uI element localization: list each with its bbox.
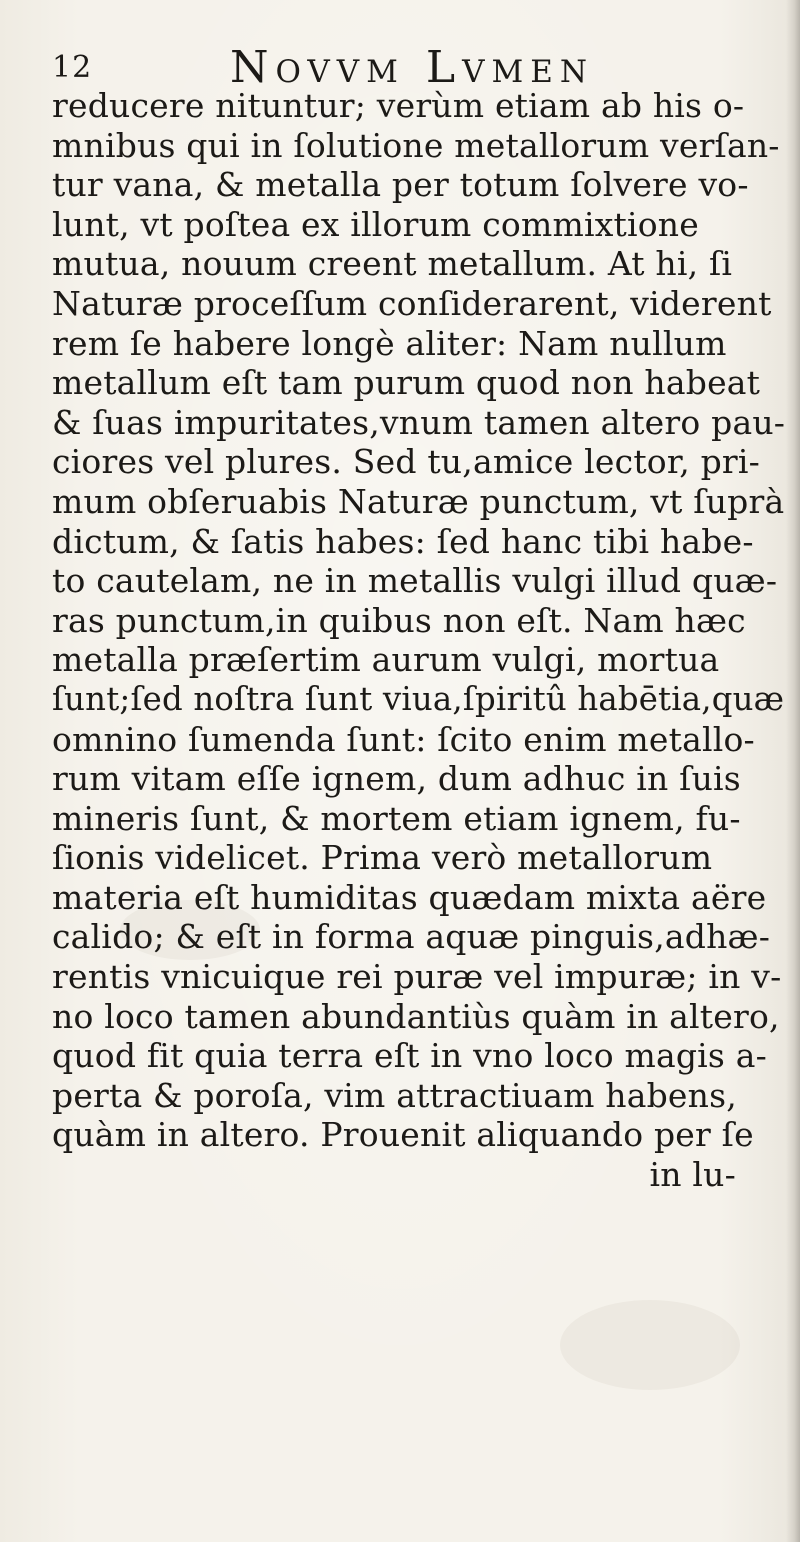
text-line: metallum eſt tam purum quod non habeat <box>52 363 761 403</box>
text-line: dictum, & ſatis habes: ſed hanc tibi habe- <box>52 521 754 561</box>
text-line: tur vana, & metalla per totum ſolvere vo- <box>52 165 749 205</box>
text-line: materia eſt humiditas quædam mixta aëre <box>52 877 767 917</box>
catchword: in lu- <box>649 1155 736 1195</box>
text-line: quàm in altero. Prouenit aliquando per ſe <box>52 1115 754 1155</box>
text-line: mum obſeruabis Naturæ punctum, vt ſuprà <box>52 481 785 521</box>
paper-stain <box>560 1300 740 1390</box>
text-line: rum vitam eſſe ignem, dum adhuc in ſuis <box>52 759 741 799</box>
page-edge-shadow <box>786 0 800 1542</box>
text-line: calido; & eſt in forma aquæ pinguis,adhæ- <box>52 917 771 957</box>
text-line: mnibus qui in ſolutione metallorum verſan- <box>52 125 780 165</box>
text-line: perta & poroſa, vim attractiuam habens, <box>52 1075 737 1115</box>
text-line: omnino ſumenda ſunt: ſcito enim metallo- <box>52 719 755 759</box>
body-text <box>52 86 788 1195</box>
page-number: 12 <box>52 50 93 85</box>
text-line: lunt, vt poſtea ex illorum commixtione <box>52 204 699 244</box>
text-line: no loco tamen abundantiùs quàm in altero, <box>52 996 780 1036</box>
text-line: reducere nituntur; verùm etiam ab his o- <box>52 86 745 125</box>
text-line: quod fit quia terra eſt in vno loco magis a- <box>52 1036 767 1076</box>
text-line: to cautelam, ne in metallis vulgi illud quæ- <box>52 561 778 601</box>
text-line: ſionis videlicet. Prima verò metallorum <box>52 838 713 878</box>
text-line: ras punctum,in quibus non eſt. Nam hæc <box>52 600 746 640</box>
text-line: mineris ſunt, & mortem etiam ignem, fu- <box>52 798 741 838</box>
text-line: & ſuas impuritates,vnum tamen altero pau- <box>52 402 786 442</box>
text-line: rem ſe habere longè aliter: Nam nullum <box>52 323 727 363</box>
text-line: Naturæ proceſſum conſiderarent, viderent <box>52 283 772 323</box>
running-head: Novvm Lvmen <box>230 42 594 93</box>
text-line: metalla præſertim aurum vulgi, mortua <box>52 640 720 680</box>
text-line: mutua, nouum creent metallum. At hi, ſi <box>52 244 733 284</box>
text-line: ſunt;ſed noſtra ſunt viua,ſpiritû habētia,quæ <box>52 679 785 718</box>
text-line: ciores vel plures. Sed tu,amice lector, pri- <box>52 442 761 482</box>
text-line: rentis vnicuique rei puræ vel impuræ; in v- <box>52 957 782 997</box>
